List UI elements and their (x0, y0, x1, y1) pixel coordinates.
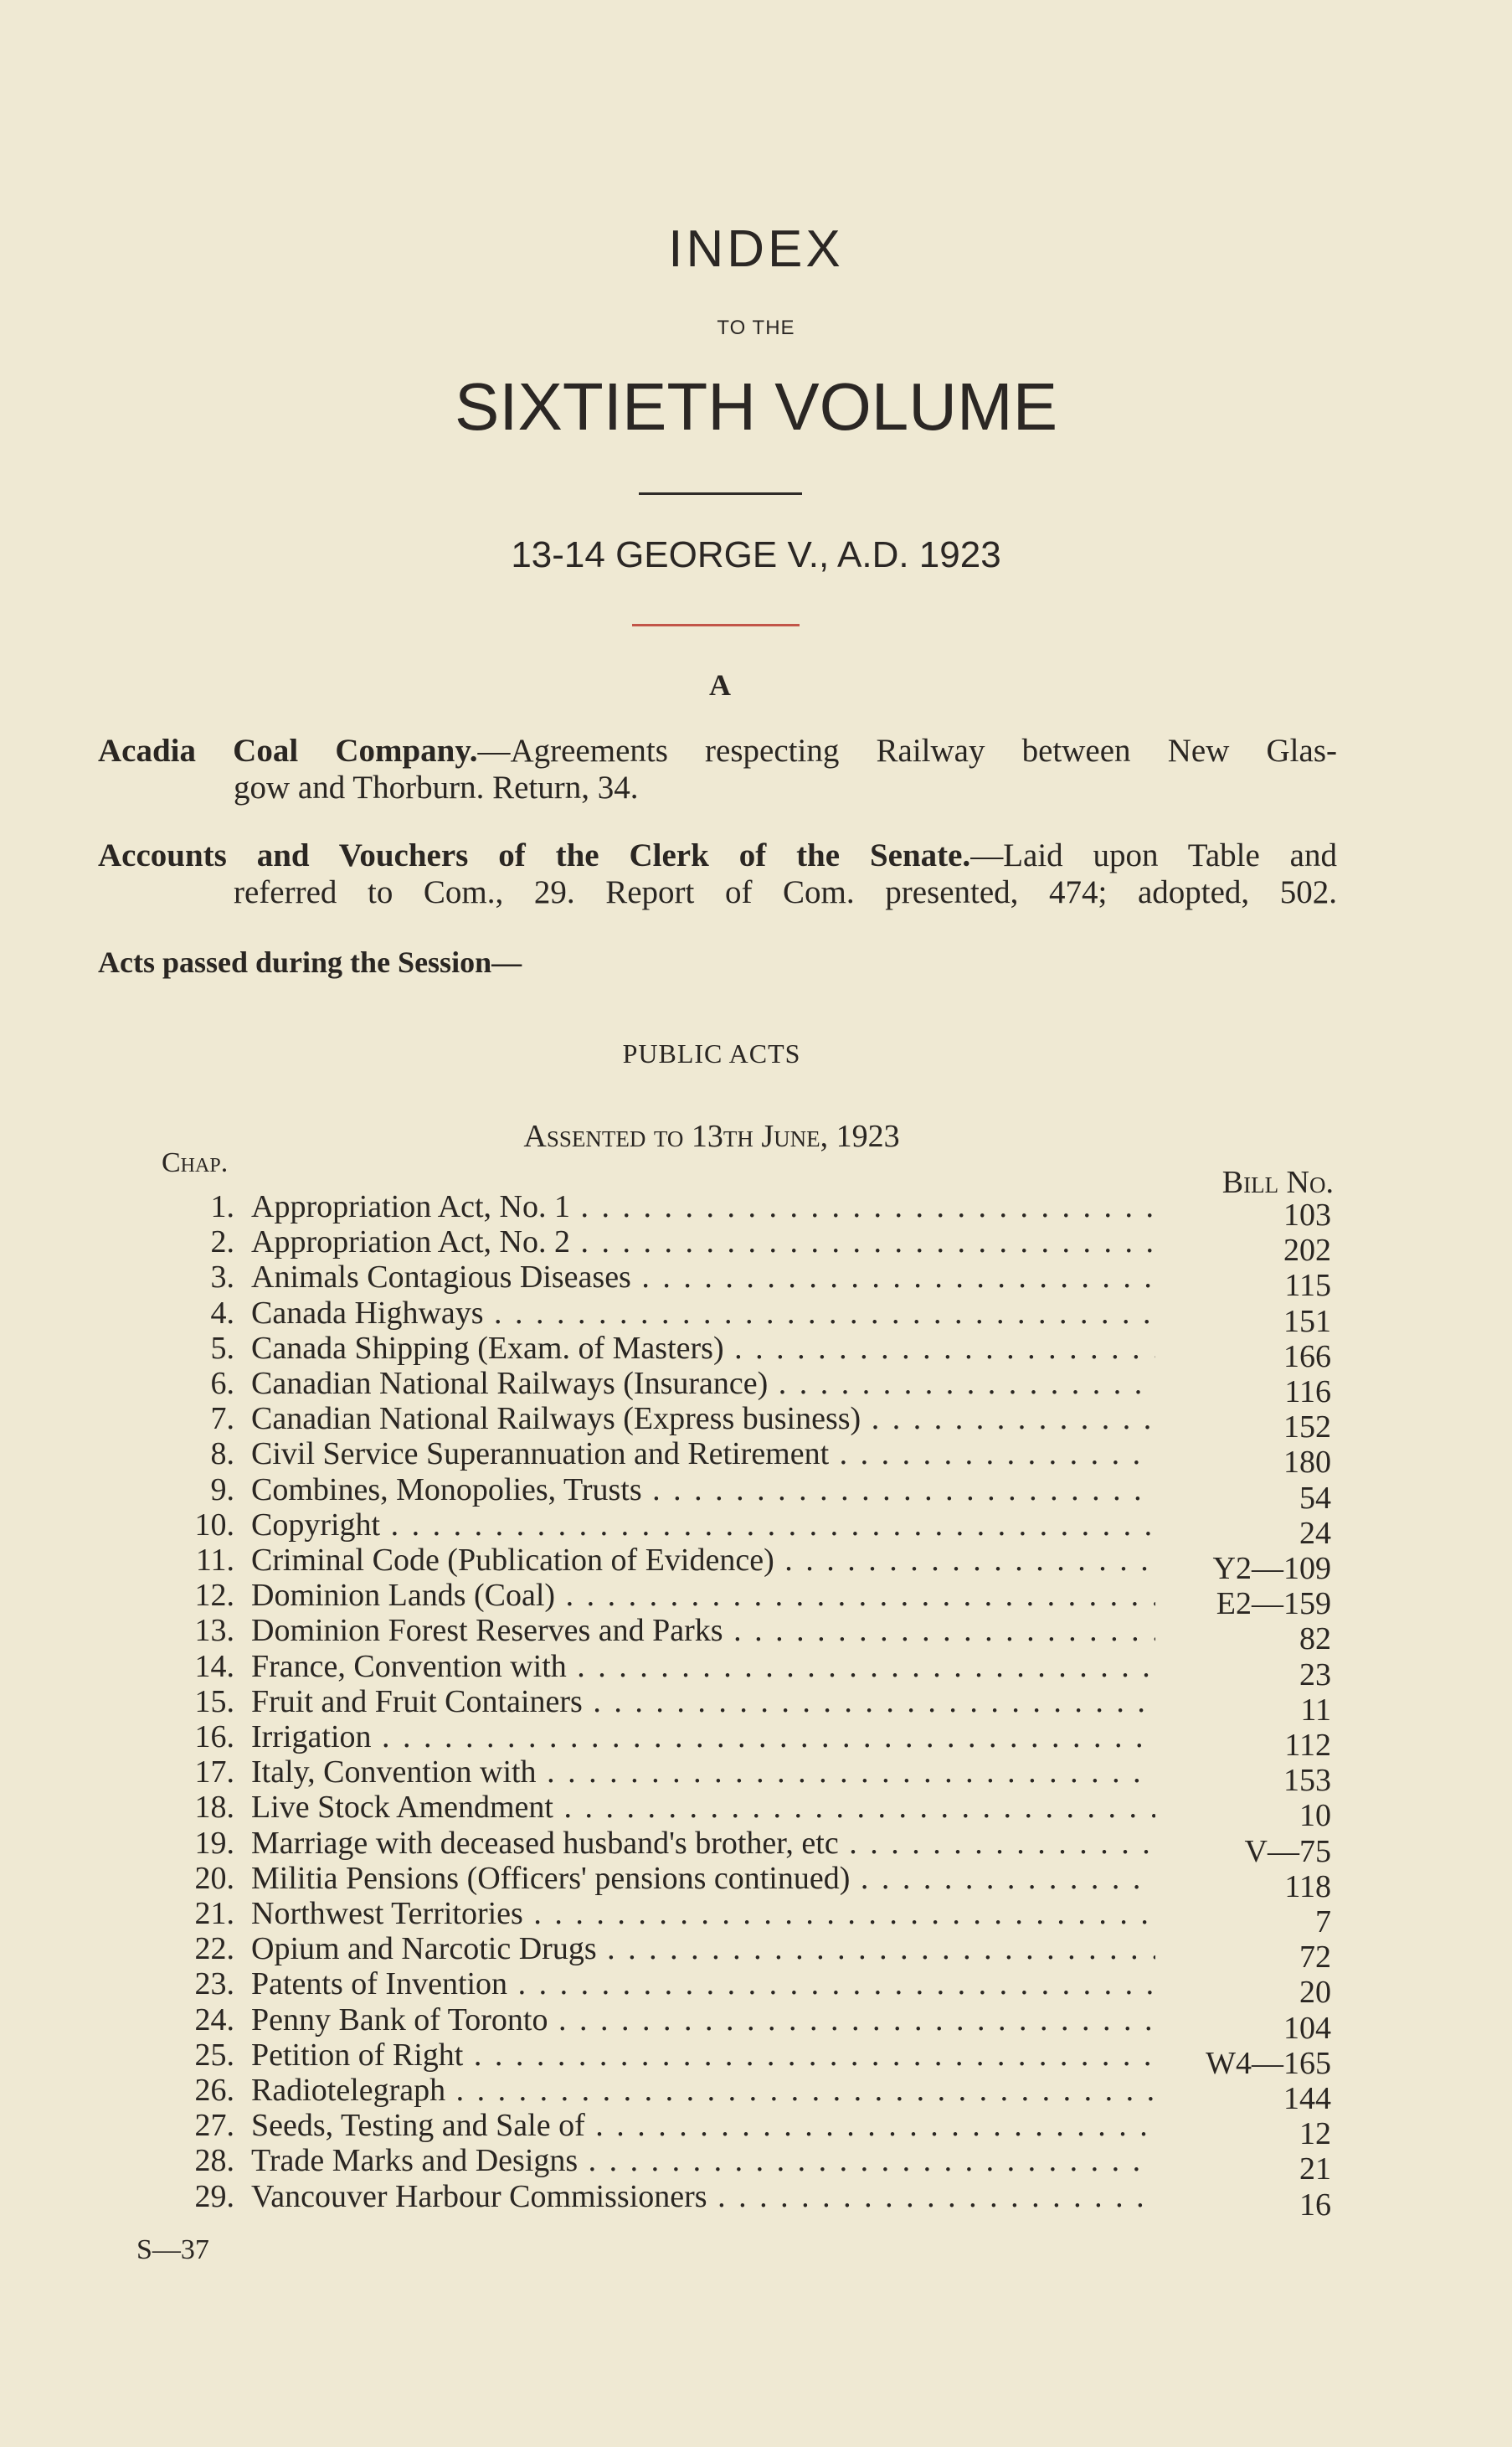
chapter-number: 25. (194, 2037, 234, 2073)
section-letter: A (709, 668, 731, 702)
bill-number: Y2—109 (1212, 1551, 1331, 1586)
act-row (0, 1825, 1512, 1869)
act-title: Marriage with deceased husband's brother, etc . . . (251, 1826, 1155, 1861)
chapter-number: 4. (210, 1295, 234, 1331)
bill-number: 103 (1283, 1198, 1331, 1233)
act-title: Animals Contagious Diseases . . . (251, 1260, 1155, 1295)
act-row (0, 2037, 1512, 2081)
chapter-number: 14. (194, 1648, 234, 1684)
entry-text: —Agreements respecting Railway between New Glas- (477, 733, 1337, 769)
bill-number: 118 (1284, 1868, 1331, 1904)
act-row (0, 1471, 1512, 1516)
act-row (0, 1507, 1512, 1551)
act-row (0, 1543, 1512, 1586)
act-title: Radiotelegraph . . . (251, 2073, 1155, 2108)
chapter-number: 8. (210, 1436, 234, 1472)
index-entry-accounts (98, 837, 1337, 911)
act-title: Appropriation Act, No. 1 . . . (251, 1189, 1155, 1224)
act-row (0, 1578, 1512, 1622)
act-row (0, 1295, 1512, 1339)
chapter-number: 7. (210, 1401, 234, 1437)
bill-number: 72 (1299, 1940, 1331, 1976)
chapter-number: 1. (210, 1189, 234, 1224)
act-row (0, 1436, 1512, 1481)
act-title: Irrigation . . . (251, 1719, 1155, 1754)
bill-number: 21 (1299, 2151, 1331, 2187)
index-title: INDEX (668, 220, 844, 278)
bill-number: 11 (1300, 1692, 1331, 1728)
bill-number: 152 (1283, 1409, 1331, 1445)
act-title: Militia Pensions (Officers' pensions continued) . . . (251, 1861, 1155, 1896)
act-row (0, 1931, 1512, 1976)
act-row (0, 2001, 1512, 2046)
bill-number: 153 (1283, 1763, 1331, 1799)
chapter-number: 22. (194, 1931, 234, 1967)
act-row (0, 2143, 1512, 2187)
chapter-number: 10. (194, 1507, 234, 1543)
bill-number: 16 (1299, 2187, 1331, 2223)
act-title: Combines, Monopolies, Trusts . . . (251, 1472, 1155, 1507)
divider-rule (639, 492, 802, 495)
bill-number: 82 (1299, 1621, 1331, 1657)
chapter-number: 15. (194, 1683, 234, 1719)
chapter-number: 29. (194, 2178, 234, 2214)
act-row (0, 1719, 1512, 1763)
act-row (0, 2073, 1512, 2116)
act-row (0, 1366, 1512, 1409)
volume-title: SIXTIETH VOLUME (454, 369, 1058, 444)
act-row (0, 1224, 1512, 1269)
bill-number: 202 (1283, 1233, 1331, 1269)
bill-number: 151 (1283, 1303, 1331, 1339)
assented-date: Assented to 13th June, 1923 (523, 1119, 900, 1154)
bill-number: 115 (1284, 1268, 1331, 1304)
act-title: Criminal Code (Publication of Evidence) . . . (251, 1543, 1155, 1578)
act-row (0, 1860, 1512, 1904)
bill-column-label: Bill No. (1221, 1165, 1334, 1200)
chapter-number: 24. (194, 2001, 234, 2037)
act-title: Vancouver Harbour Commissioners . . . (251, 2179, 1155, 2214)
act-row (0, 1648, 1512, 1692)
chapter-number: 28. (194, 2143, 234, 2179)
entry-heading: Accounts and Vouchers of the Clerk of the Senate. (98, 837, 971, 873)
act-row (0, 2108, 1512, 2152)
act-row (0, 1401, 1512, 1445)
to-the-subtitle: TO THE (717, 317, 795, 339)
bill-number: V—75 (1244, 1833, 1331, 1869)
act-row (0, 1330, 1512, 1374)
act-title: Canadian National Railways (Insurance) . . . (251, 1366, 1155, 1401)
bill-number: 12 (1299, 2116, 1331, 2152)
red-divider-rule (632, 624, 800, 626)
chapter-number: 11. (195, 1543, 234, 1578)
act-row (0, 1260, 1512, 1304)
chapter-number: 23. (194, 1966, 234, 2002)
chapter-number: 27. (194, 2108, 234, 2144)
chapter-number: 9. (210, 1471, 234, 1507)
act-title: Trade Marks and Designs . . . (251, 2143, 1155, 2178)
act-row (0, 1683, 1512, 1728)
chap-column-label: Chap. (162, 1147, 229, 1178)
act-title: Canada Shipping (Exam. of Masters) . . . (251, 1331, 1155, 1366)
act-title: Petition of Right . . . (251, 2037, 1155, 2073)
index-entry-acts: Acts passed during the Session— (98, 945, 522, 979)
act-title: Copyright . . . (251, 1507, 1155, 1543)
bill-number: 112 (1284, 1728, 1331, 1763)
act-title: Canada Highways . . . (251, 1296, 1155, 1331)
act-row (0, 1189, 1512, 1233)
bill-number: 23 (1299, 1656, 1331, 1692)
chapter-number: 18. (194, 1790, 234, 1826)
act-title: Civil Service Superannuation and Retirement . . . (251, 1436, 1155, 1471)
bill-number: 20 (1299, 1975, 1331, 2011)
act-title: Appropriation Act, No. 2 . . . (251, 1224, 1155, 1260)
chapter-number: 3. (210, 1260, 234, 1296)
chapter-number: 2. (210, 1224, 234, 1260)
bill-number: 104 (1283, 2010, 1331, 2046)
bill-number: 144 (1283, 2081, 1331, 2116)
chapter-number: 13. (194, 1613, 234, 1649)
bill-number: W4—165 (1206, 2045, 1331, 2081)
entry-first-line (98, 837, 1337, 874)
bill-number: E2—159 (1216, 1586, 1331, 1622)
act-title: Opium and Narcotic Drugs . . . (251, 1931, 1155, 1966)
chapter-number: 17. (194, 1754, 234, 1790)
chapter-number: 6. (210, 1366, 234, 1401)
entry-first-line (98, 733, 1337, 770)
act-row (0, 1896, 1512, 1940)
public-acts-heading: PUBLIC ACTS (622, 1038, 801, 1069)
bill-number: 180 (1283, 1445, 1331, 1481)
bill-number: 166 (1283, 1338, 1331, 1374)
entry-text: —Laid upon Table and (970, 837, 1337, 873)
chapter-number: 20. (194, 1860, 234, 1896)
act-row (0, 1754, 1512, 1799)
act-title: Northwest Territories . . . (251, 1896, 1155, 1931)
act-title: Fruit and Fruit Containers . . . (251, 1684, 1155, 1719)
signature-mark: S—37 (136, 2234, 209, 2265)
act-title: Patents of Invention . . . (251, 1966, 1155, 2001)
chapter-number: 12. (194, 1578, 234, 1614)
act-title: Dominion Forest Reserves and Parks . . . (251, 1613, 1155, 1648)
act-title: Live Stock Amendment . . . (251, 1790, 1155, 1825)
act-title: Canadian National Railways (Express business) . . . (251, 1401, 1155, 1436)
chapter-number: 19. (194, 1825, 234, 1861)
act-title: France, Convention with . . . (251, 1649, 1155, 1684)
reign-date: 13-14 GEORGE V., A.D. 1923 (511, 534, 1001, 575)
act-row (0, 1790, 1512, 1834)
chapter-number: 5. (210, 1330, 234, 1366)
bill-number: 10 (1299, 1798, 1331, 1834)
act-title: Penny Bank of Toronto . . . (251, 2002, 1155, 2037)
act-title: Dominion Lands (Coal) . . . (251, 1578, 1155, 1613)
bill-number: 24 (1299, 1515, 1331, 1551)
act-row (0, 1966, 1512, 2011)
bill-number: 116 (1284, 1374, 1331, 1409)
entry-heading: Acadia Coal Company. (98, 733, 478, 769)
entry-continuation: gow and Thorburn. Return, 34. (234, 770, 639, 806)
act-title: Italy, Convention with . . . (251, 1754, 1155, 1790)
index-entry-acadia (98, 733, 1337, 806)
chapter-number: 16. (194, 1719, 234, 1754)
entry-continuation: referred to Com., 29. Report of Com. presented, 474; adopted, 502. (234, 874, 1337, 910)
bill-number: 7 (1315, 1904, 1331, 1940)
chapter-number: 21. (194, 1896, 234, 1931)
act-row (0, 2178, 1512, 2223)
act-title: Seeds, Testing and Sale of . . . (251, 2108, 1155, 2143)
act-row (0, 1613, 1512, 1657)
bill-number: 54 (1299, 1480, 1331, 1516)
chapter-number: 26. (194, 2073, 234, 2108)
